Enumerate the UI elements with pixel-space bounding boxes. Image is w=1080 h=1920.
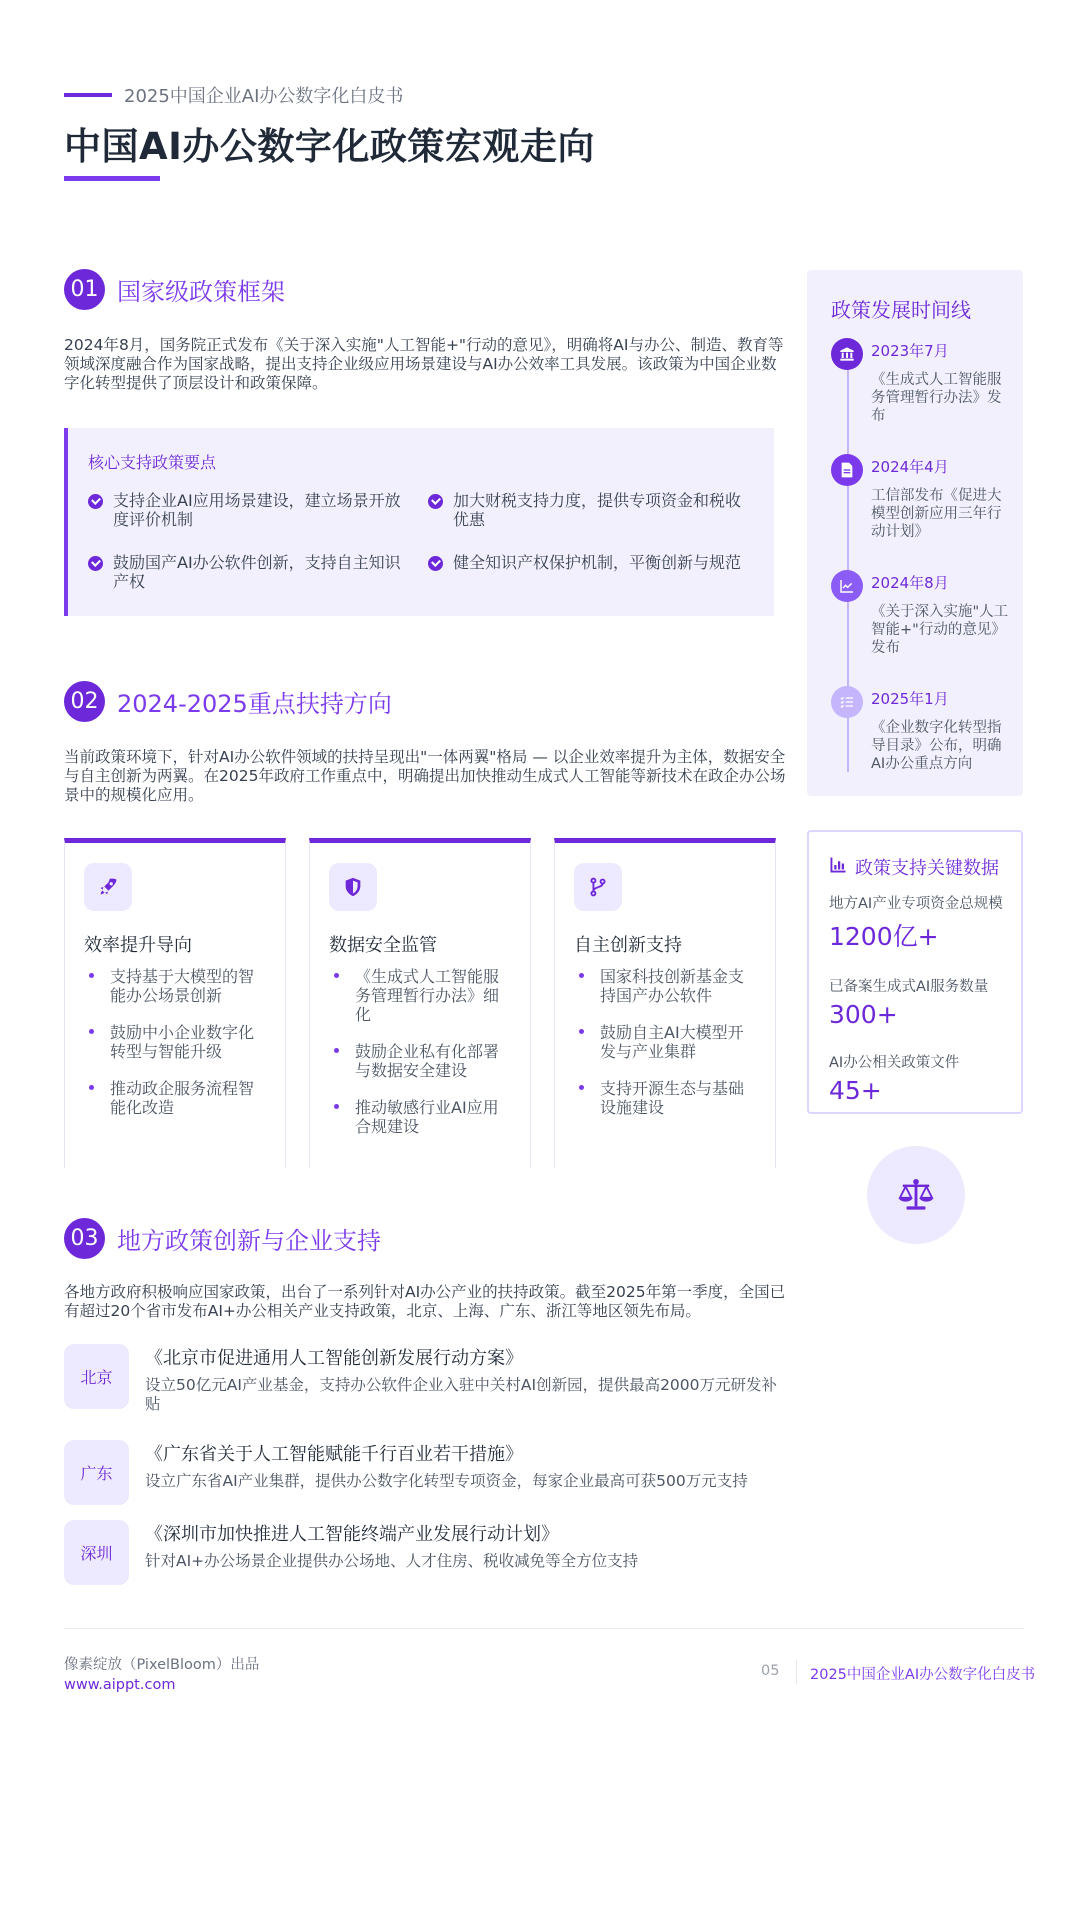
card-title: 效率提升导向 — [84, 935, 192, 956]
region-tag: 广东 — [64, 1440, 129, 1505]
list-item: 推动政企服务流程智能化改造 — [84, 1079, 267, 1117]
list-item: 推动敏感行业AI应用合规建设 — [329, 1098, 512, 1136]
core-policy-item: 鼓励国产AI办公软件创新，支持自主知识产权 — [88, 553, 408, 591]
timeline-date: 2025年1月 — [871, 690, 949, 708]
support-card-security — [309, 838, 531, 1168]
footer-doc-title: 2025中国企业AI办公数字化白皮书 — [810, 1667, 1036, 1683]
support-card-innovation — [554, 838, 776, 1168]
local-policy-item — [64, 1344, 785, 1414]
section-3-heading — [64, 1218, 381, 1259]
check-circle-icon — [88, 556, 103, 571]
core-policy-box — [64, 428, 774, 616]
stat-value: 1200亿+ — [829, 922, 939, 951]
accent-line — [64, 93, 112, 97]
section-2-heading — [64, 681, 392, 722]
section-number: 03 — [64, 1218, 105, 1259]
support-card-efficiency — [64, 838, 286, 1168]
local-policy-desc: 设立广东省AI产业集群，提供办公数字化转型专项资金，每家企业最高可获500万元支持 — [145, 1472, 748, 1490]
list-item: 《生成式人工智能服务管理暂行办法》细化 — [329, 967, 512, 1024]
page-number: 05 — [761, 1663, 780, 1679]
section-3-paragraph: 各地方政府积极响应国家政策，出台了一系列针对AI办公产业的扶持政策。截至2025年第一季度，全国已有超过20个省市发布AI+办公相关产业支持政策，北京、上海、广东、浙江等地区领先布局。 — [64, 1283, 786, 1320]
core-policy-item: 加大财税支持力度，提供专项资金和税收优惠 — [428, 491, 748, 529]
check-circle-icon — [428, 556, 443, 571]
footer-divider — [64, 1628, 1024, 1629]
key-data-title: 政策支持关键数据 — [855, 858, 999, 879]
website-link[interactable]: www.aippt.com — [64, 1677, 176, 1693]
timeline-item — [831, 454, 1011, 541]
list-check-icon — [831, 686, 863, 718]
list-item: 鼓励企业私有化部署与数据安全建设 — [329, 1042, 512, 1080]
bank-icon — [831, 338, 863, 370]
footer-separator — [796, 1660, 797, 1684]
section-1-paragraph: 2024年8月，国务院正式发布《关于深入实施"人工智能+"行动的意见》，明确将AI与办公、制造、教育等领域深度融合作为国家战略，提出支持企业级应用场景建设与AI办公效率工具发展。该政策为中国企业数字化转型提供了顶层设计和政策保障。 — [64, 336, 784, 392]
rocket-icon — [84, 863, 132, 911]
local-policy-title: 《深圳市加快推进人工智能终端产业发展行动计划》 — [145, 1524, 559, 1545]
region-tag: 深圳 — [64, 1520, 129, 1585]
local-policy-item — [64, 1440, 785, 1505]
list-item: 支持基于大模型的智能办公场景创新 — [84, 967, 267, 1005]
stat-label: 地方AI产业专项资金总规模 — [829, 896, 1003, 912]
timeline-item — [831, 338, 1011, 425]
section-number: 01 — [64, 269, 105, 310]
timeline-text: 《企业数字化转型指导目录》公布，明确AI办公重点方向 — [871, 720, 1002, 772]
subtitle-text: 2025中国企业AI办公数字化白皮书 — [124, 86, 404, 107]
timeline-date: 2024年8月 — [871, 574, 949, 592]
balance-scale-icon — [867, 1146, 965, 1244]
list-item: 支持开源生态与基础设施建设 — [574, 1079, 757, 1117]
page-title: 中国AI办公数字化政策宏观走向 — [64, 125, 595, 168]
timeline-date: 2023年7月 — [871, 342, 949, 360]
local-policy-item — [64, 1520, 785, 1585]
list-item: 鼓励自主AI大模型开发与产业集群 — [574, 1023, 757, 1061]
card-title: 数据安全监管 — [329, 935, 437, 956]
card-title: 自主创新支持 — [574, 935, 682, 956]
header-subtitle — [64, 82, 403, 108]
local-policy-title: 《广东省关于人工智能赋能千行百业若干措施》 — [145, 1444, 523, 1465]
code-branch-icon — [574, 863, 622, 911]
chart-line-icon — [831, 570, 863, 602]
timeline-text: 《生成式人工智能服务管理暂行办法》发布 — [871, 372, 1002, 424]
section-title: 2024-2025重点扶持方向 — [117, 690, 392, 718]
footer-publisher — [64, 1655, 259, 1695]
shield-icon — [329, 863, 377, 911]
document-icon — [831, 454, 863, 486]
section-2-paragraph: 当前政策环境下，针对AI办公软件领域的扶持呈现出"一体两翼"格局 — 以企业效率提升为主体，数据安全与自主创新为两翼。在2025年政府工作重点中，明确提出加快推动生成式人工智能等新技术在政企办公场景中的规模化应用。 — [64, 748, 786, 804]
core-policy-item: 健全知识产权保护机制，平衡创新与规范 — [428, 553, 748, 591]
check-circle-icon — [88, 494, 103, 509]
timeline-text: 工信部发布《促进大模型创新应用三年行动计划》 — [871, 488, 1002, 540]
stat-label: 已备案生成式AI服务数量 — [829, 979, 989, 995]
timeline-text: 《关于深入实施"人工智能+"行动的意见》发布 — [871, 604, 1009, 656]
timeline-title: 政策发展时间线 — [831, 298, 971, 322]
section-title: 地方政策创新与企业支持 — [117, 1227, 381, 1255]
stat-value: 300+ — [829, 1000, 898, 1029]
timeline-item — [831, 686, 1011, 773]
list-item: 鼓励中小企业数字化转型与智能升级 — [84, 1023, 267, 1061]
check-circle-icon — [428, 494, 443, 509]
section-1-heading — [64, 269, 285, 310]
local-policy-desc: 针对AI+办公场景企业提供办公场地、人才住房、税收减免等全方位支持 — [145, 1552, 639, 1570]
region-tag: 北京 — [64, 1344, 129, 1409]
timeline-item — [831, 570, 1011, 657]
timeline-date: 2024年4月 — [871, 458, 949, 476]
section-number: 02 — [64, 681, 105, 722]
stat-value: 45+ — [829, 1076, 882, 1105]
list-item: 国家科技创新基金支持国产办公软件 — [574, 967, 757, 1005]
core-policy-item: 支持企业AI应用场景建设，建立场景开放度评价机制 — [88, 491, 408, 529]
bar-chart-icon — [829, 856, 847, 879]
stat-label: AI办公相关政策文件 — [829, 1055, 960, 1071]
publisher-text: 像素绽放（PixelBloom）出品 — [64, 1657, 260, 1673]
local-policy-title: 《北京市促进通用人工智能创新发展行动方案》 — [145, 1348, 523, 1369]
section-title: 国家级政策框架 — [117, 278, 285, 306]
title-underline — [64, 176, 160, 181]
key-data-panel — [807, 830, 1023, 1114]
local-policy-desc: 设立50亿元AI产业基金，支持办公软件企业入驻中关村AI创新园，提供最高2000万元研发补贴 — [145, 1376, 778, 1413]
core-policy-title: 核心支持政策要点 — [88, 453, 217, 472]
